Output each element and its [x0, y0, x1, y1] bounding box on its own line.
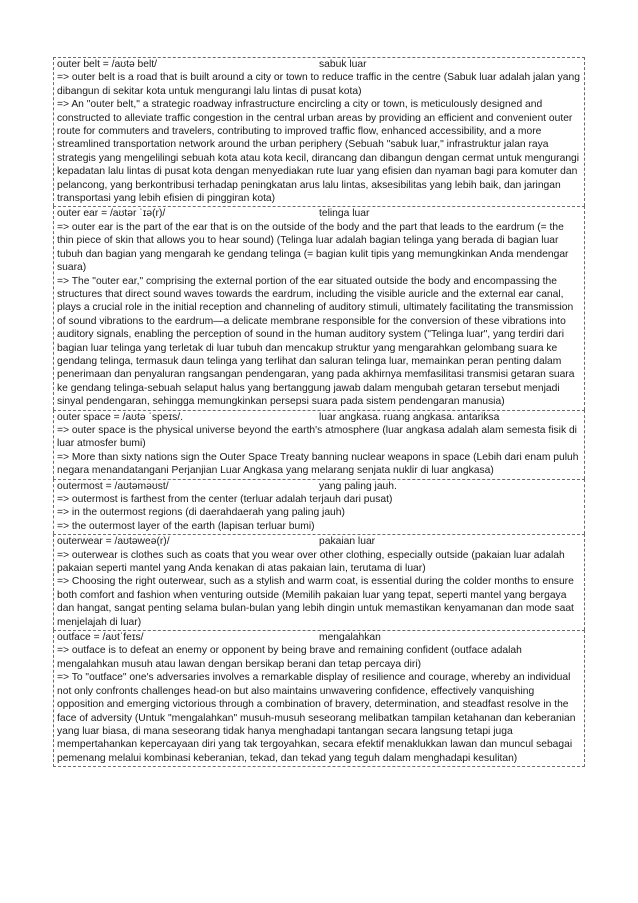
entry-outermost: [53, 479, 585, 535]
headword: outer belt = /aʊtə belt/: [57, 59, 158, 70]
example-line: => in the outermost regions (di daerahdaerah yang paling jauh): [57, 507, 345, 519]
entry-outer-ear: [53, 206, 585, 409]
entry-outer-belt: [53, 57, 585, 206]
entry-header: [57, 207, 582, 220]
definition-line: => outface is to defeat an enemy or opponent by being brave and remaining confident (outface adalah mengalahkan musuh atau lawan dengan bersikap berani dan tetap percaya diri): [57, 645, 522, 670]
definition-line: => outer ear is the part of the ear that is on the outside of the body and the part that leads to the eardrum (= the thin piece of skin that allows you to hear sound) (Telinga luar adalah bagian telinga yang berada di bagian luar tubuh dan bagian yang mengarah ke gendang telinga (= bagian kulit tipis yang memungkinkan Anda mendengar suara): [57, 221, 569, 274]
example-line: => To "outface" one's adversaries involves a remarkable display of resilience and courage, whereby an individual not only confronts challenges head-on but also maintains unwavering confidence, effectively vanquishing opposition and emerging victorious through a combination of bravery, determination, and steadfast resolve in the face of adversity (Untuk "mengalahkan" musuh-musuh seseorang melibatkan tampilan ketahanan dan keberanian yang luar biasa, di mana seseorang tidak hanya menghadapi tantangan secara langsung tetapi juga mempertahankan kepercayaan diri yang tak tergoyahkan, secara efektif menaklukkan lawan dan muncul sebagai pemenang melalui kombinasi keberanian, tekad, dan tekad yang teguh dalam menghadapi kesulitan): [57, 672, 576, 764]
translation: yang paling jauh.: [319, 480, 397, 492]
entry-header: [57, 631, 582, 644]
translation: pakaian luar: [319, 536, 376, 548]
definition-line: => outermost is farthest from the center (terluar adalah terjauh dari pusat): [57, 494, 393, 505]
headword: outerwear = /aʊtəweə(r)/: [57, 536, 170, 548]
definition-line: => outerwear is clothes such as coats that you wear over other clothing, especially outside (pakaian luar adalah pakaian seperti mantel yang Anda kenakan di atas pakaian lain, terutama di luar): [57, 549, 565, 575]
entry-outerwear: [53, 534, 585, 630]
example-line: => The "outer ear," comprising the external portion of the ear situated outside the body and encompassing the structures that direct sound waves towards the eardrum, including the visible auricle and the external ear canal, plays a crucial role in the initial reception and channeling of auditory stimuli, ultimately facilitating the transmission of sound vibrations to the eardrum—a delicate membrane responsible for the conversion of these vibrations into auditory signals, enabling the perception of sound in the human auditory system ("Telinga luar", yang terdiri dari bagian luar telinga yang terletak di luar tubuh dan mencakup struktur yang mengarahkan gelombang suara ke gendang telinga, termasuk daun telinga yang terlihat dan saluran telinga luar, memainkan peran penting dalam penerimaan dan penyaluran rangsangan pendengaran, yang pada akhirnya memfasilitasi transmisi getaran suara ke gendang telinga-sebuah selaput halus yang bertanggung jawab dalam mengubah getaran tersebut menjadi sinyal pendengaran, sehingga memungkinkan persepsi suara pada sistem pendengaran manusia): [57, 275, 575, 408]
translation: mengalahkan: [319, 632, 381, 644]
headword: outer ear = /aʊtər ˈɪə(r)/: [57, 208, 166, 220]
entry-header: [57, 411, 582, 424]
headword: outer space = /aʊtə ˈspeɪs/.: [57, 411, 183, 423]
entry-outface: [53, 630, 585, 767]
example-line: => the outermost layer of the earth (lapisan terluar bumi): [57, 520, 315, 532]
example-line: => An "outer belt," a strategic roadway infrastructure encircling a city or town, is meticulously designed and constructed to alleviate traffic congestion in the central urban areas by providing an efficient and convenient outer route for commuters and travelers, contributing to improved traffic flow, enhanced accessibility, and a more streamlined transportation network around the urban periphery (Sebuah "sabuk luar," infrastruktur jalan raya strategis yang mengelilingi sebuah kota atau kota kecil, dirancang dan dibangun dengan cermat untuk mengurangi kepadatan lalu lintas di pusat kota dengan menyediakan rute luar yang efisien dan nyaman bagi para komuter dan pelancong, yang berkontribusi terhadap peningkatan arus lalu lintas, aksesibilitas yang lebih baik, dan jaringan transportasi yang lebih efisien di pinggiran kota): [57, 99, 580, 205]
definition-line: => outer space is the physical universe beyond the earth's atmosphere (luar angkasa adalah alam semesta fisik di luar atmosfer bumi): [57, 424, 577, 450]
example-line: => Choosing the right outerwear, such as a stylish and warm coat, is essential during the colder months to ensure both comfort and fashion when venturing outside (Memilih pakaian luar yang tepat, seperti mantel yang bergaya dan hangat, sangat penting selama bulan-bulan yang lebih dingin untuk memastikan kenyamanan dan mode saat menjelajah di luar): [57, 576, 574, 628]
translation: luar angkasa. ruang angkasa. antariksa: [319, 411, 500, 423]
example-line: => More than sixty nations sign the Outer Space Treaty banning nuclear weapons in space (Lebih dari enam puluh negara menandatangani Perjanjian Luar Angkasa yang melarang senjata nuklir di luar angkasa): [57, 451, 579, 477]
entry-outer-space: [53, 410, 585, 479]
translation: telinga luar: [319, 208, 370, 220]
dictionary-page: [53, 57, 585, 767]
entry-header: [57, 58, 582, 71]
entry-header: [57, 535, 582, 548]
definition-line: => outer belt is a road that is built around a city or town to reduce traffic in the centre (Sabuk luar adalah jalan yang dibangun di sekitar kota untuk mengurangi lalu lintas di pusat kota): [57, 72, 580, 97]
headword: outermost = /aʊtəməʊst/: [57, 480, 169, 492]
translation: sabuk luar: [319, 59, 367, 70]
entry-header: [57, 480, 582, 493]
headword: outface = /aʊtˈfeɪs/: [57, 632, 144, 644]
